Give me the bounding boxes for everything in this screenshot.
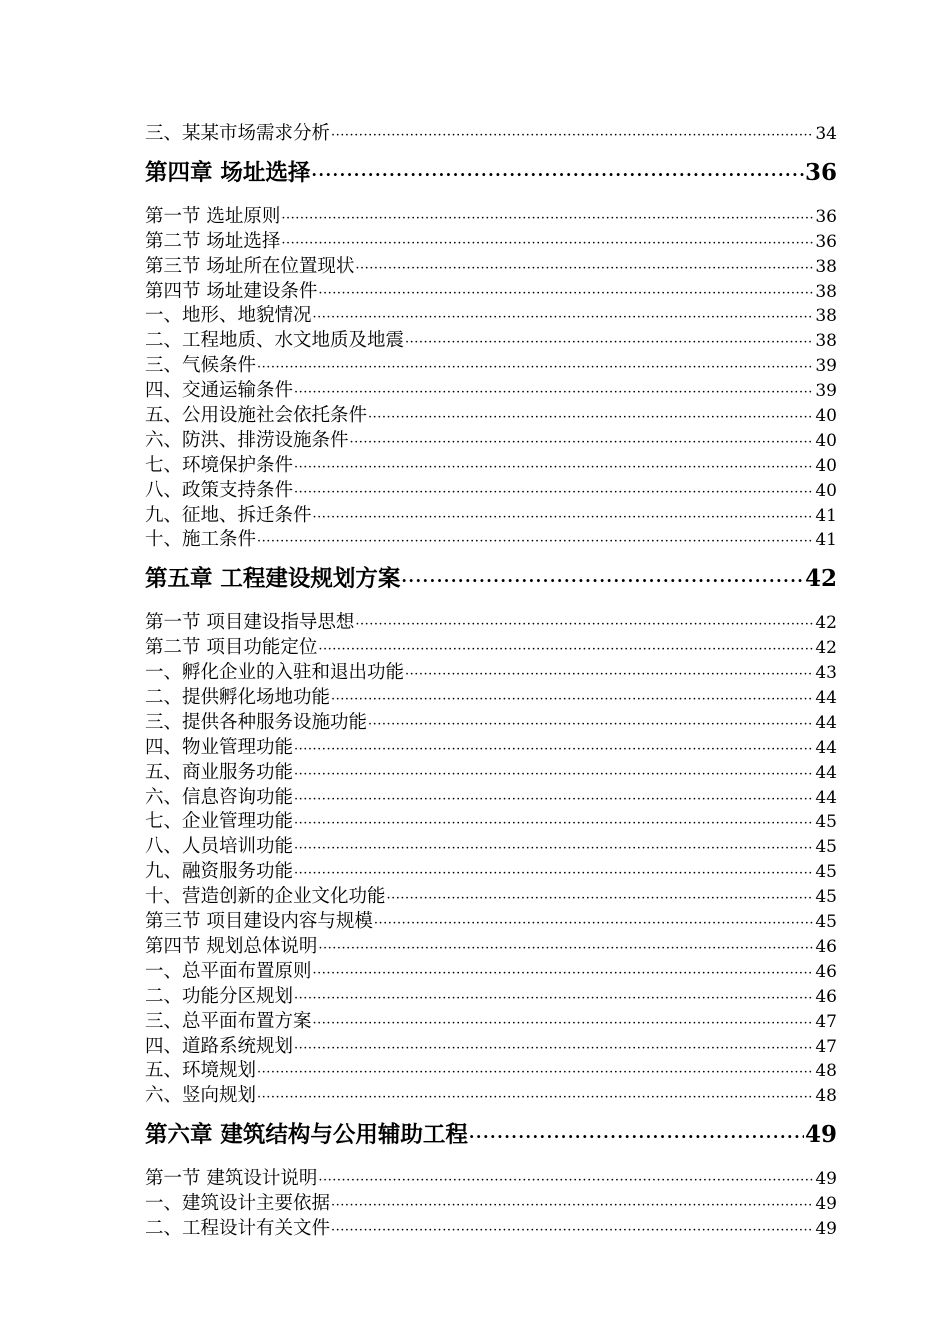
toc-entry[interactable] bbox=[145, 736, 837, 761]
toc-entry-title: 第一节 建筑设计说明 bbox=[145, 1168, 318, 1190]
toc-page-number: 42 bbox=[804, 565, 837, 593]
toc-page-number: 39 bbox=[815, 381, 837, 402]
dot-leader bbox=[331, 1219, 814, 1244]
toc-entry[interactable] bbox=[145, 205, 837, 230]
dot-leader bbox=[257, 356, 814, 381]
toc-entry-title: 第四节 场址建设条件 bbox=[145, 280, 318, 302]
toc-page-number: 43 bbox=[815, 663, 837, 684]
toc-entry-title: 六、防洪、排涝设施条件 bbox=[145, 429, 349, 451]
toc-entry-title: 十、营造创新的企业文化功能 bbox=[145, 886, 386, 908]
toc-page-number: 45 bbox=[815, 812, 837, 833]
toc-entry[interactable] bbox=[145, 835, 837, 860]
dot-leader bbox=[294, 481, 814, 506]
toc-entry[interactable] bbox=[145, 454, 837, 479]
toc-page-number: 38 bbox=[815, 306, 837, 327]
toc-entry-title: 三、提供各种服务设施功能 bbox=[145, 711, 368, 733]
toc-chapter-entry[interactable] bbox=[145, 1115, 837, 1155]
toc-page-number: 45 bbox=[815, 912, 837, 933]
toc-entry-title: 第四章 场址选择 bbox=[145, 159, 311, 186]
dot-leader bbox=[294, 812, 814, 837]
toc-page-number: 45 bbox=[815, 887, 837, 908]
toc-entry[interactable] bbox=[145, 1035, 837, 1060]
toc-entry[interactable] bbox=[145, 1167, 837, 1192]
dot-leader bbox=[294, 837, 814, 862]
toc-entry-title: 四、物业管理功能 bbox=[145, 736, 294, 758]
toc-entry-title: 第一节 选址原则 bbox=[145, 205, 281, 227]
toc-entry-title: 第五章 工程建设规划方案 bbox=[145, 566, 401, 593]
dot-leader bbox=[294, 763, 814, 788]
toc-entry-title: 一、建筑设计主要依据 bbox=[145, 1193, 331, 1215]
dot-leader bbox=[257, 1061, 814, 1086]
toc-page-number: 34 bbox=[815, 124, 837, 144]
dot-leader bbox=[318, 937, 814, 962]
toc-entry-title: 四、交通运输条件 bbox=[145, 380, 294, 402]
toc-entry-title: 九、征地、拆迁条件 bbox=[145, 504, 312, 526]
dot-leader bbox=[294, 1037, 814, 1062]
toc-entry-title: 二、功能分区规划 bbox=[145, 985, 294, 1007]
toc-page-number: 44 bbox=[815, 787, 837, 808]
toc-entry[interactable] bbox=[145, 711, 837, 736]
toc-entry[interactable] bbox=[145, 935, 837, 960]
toc-page-number: 44 bbox=[815, 737, 837, 758]
toc-entry-title: 第六章 建筑结构与公用辅助工程 bbox=[145, 1122, 468, 1149]
toc-page-number: 40 bbox=[815, 480, 837, 501]
toc-entry[interactable] bbox=[145, 960, 837, 985]
toc-page-number: 47 bbox=[815, 1036, 837, 1057]
dot-leader bbox=[469, 1117, 804, 1157]
toc-page-number: 42 bbox=[815, 613, 837, 634]
dot-leader bbox=[257, 530, 814, 555]
toc-entry-title: 五、公用设施社会依托条件 bbox=[145, 405, 368, 427]
dot-leader bbox=[401, 561, 804, 601]
toc-page-number: 44 bbox=[815, 712, 837, 733]
toc-page-number: 39 bbox=[815, 356, 837, 377]
toc-page-number: 40 bbox=[815, 430, 837, 451]
toc-entry[interactable] bbox=[145, 255, 837, 280]
toc-page-number: 36 bbox=[815, 206, 837, 227]
toc-entry[interactable] bbox=[145, 1084, 837, 1109]
dot-leader bbox=[294, 381, 814, 406]
toc-page-number: 38 bbox=[815, 331, 837, 352]
toc-entry-title: 十、施工条件 bbox=[145, 529, 257, 551]
dot-leader bbox=[368, 713, 814, 738]
toc-page-number: 46 bbox=[815, 936, 837, 957]
dot-leader bbox=[318, 638, 814, 663]
dot-leader bbox=[368, 406, 814, 431]
dot-leader bbox=[313, 962, 815, 987]
toc-entry-title: 第四节 规划总体说明 bbox=[145, 935, 318, 957]
toc-entry[interactable] bbox=[145, 1059, 837, 1084]
toc-entry-title: 六、竖向规划 bbox=[145, 1085, 257, 1107]
toc-entry-title: 三、总平面布置方案 bbox=[145, 1010, 312, 1032]
toc-entry-title: 二、工程地质、水文地质及地震 bbox=[145, 330, 405, 352]
toc-page-number: 49 bbox=[804, 1121, 837, 1149]
dot-leader bbox=[374, 912, 814, 937]
toc-entry-title: 三、某某市场需求分析 bbox=[145, 123, 331, 144]
toc-entry[interactable] bbox=[145, 479, 837, 504]
toc-page-number: 42 bbox=[815, 638, 837, 659]
toc-page-number: 49 bbox=[815, 1194, 837, 1215]
dot-leader bbox=[350, 431, 815, 456]
toc-entry-title: 四、道路系统规划 bbox=[145, 1035, 294, 1057]
toc-entry[interactable] bbox=[145, 528, 837, 553]
toc-page-number: 36 bbox=[804, 158, 837, 186]
toc-entry-title: 第三节 场址所在位置现状 bbox=[145, 255, 355, 277]
toc-entry[interactable] bbox=[145, 1217, 837, 1242]
dot-leader bbox=[294, 987, 814, 1012]
toc-entry[interactable] bbox=[145, 636, 837, 661]
toc-page-number: 40 bbox=[815, 406, 837, 427]
toc-page-number: 38 bbox=[815, 256, 837, 277]
dot-leader bbox=[405, 331, 814, 356]
toc-entry[interactable] bbox=[145, 885, 837, 910]
toc-entry-title: 三、气候条件 bbox=[145, 355, 257, 377]
dot-leader bbox=[331, 1194, 814, 1219]
toc-entry[interactable] bbox=[145, 354, 837, 379]
dot-leader bbox=[331, 124, 814, 149]
toc-entry[interactable] bbox=[145, 1192, 837, 1217]
toc-page-number: 38 bbox=[815, 281, 837, 302]
toc-page-number: 41 bbox=[815, 505, 837, 526]
toc-page-number: 49 bbox=[815, 1218, 837, 1239]
toc-page-number: 36 bbox=[815, 231, 837, 252]
toc-entry[interactable] bbox=[145, 504, 837, 529]
toc-page-number: 41 bbox=[815, 530, 837, 551]
toc-entry[interactable] bbox=[145, 686, 837, 711]
toc-page-number: 45 bbox=[815, 837, 837, 858]
toc-entry-title: 八、人员培训功能 bbox=[145, 836, 294, 858]
toc-page-number: 46 bbox=[815, 961, 837, 982]
dot-leader bbox=[294, 738, 814, 763]
toc-entry-title: 九、融资服务功能 bbox=[145, 861, 294, 883]
toc-page-number: 40 bbox=[815, 455, 837, 476]
dot-leader bbox=[281, 207, 814, 232]
dot-leader bbox=[313, 506, 815, 531]
toc-entry-title: 一、孵化企业的入驻和退出功能 bbox=[145, 662, 405, 684]
toc-entry-title: 二、提供孵化场地功能 bbox=[145, 687, 331, 709]
toc-entry-title: 第一节 项目建设指导思想 bbox=[145, 612, 355, 634]
toc-entry-title: 八、政策支持条件 bbox=[145, 479, 294, 501]
table-of-contents bbox=[145, 122, 837, 1242]
toc-page-number: 47 bbox=[815, 1011, 837, 1032]
toc-entry-title: 七、企业管理功能 bbox=[145, 811, 294, 833]
dot-leader bbox=[294, 788, 814, 813]
toc-entry[interactable] bbox=[145, 304, 837, 329]
toc-entry[interactable] bbox=[145, 122, 837, 147]
toc-page-number: 46 bbox=[815, 986, 837, 1007]
dot-leader bbox=[387, 887, 815, 912]
toc-entry[interactable] bbox=[145, 429, 837, 454]
dot-leader bbox=[405, 663, 814, 688]
toc-entry-title: 五、环境规划 bbox=[145, 1060, 257, 1082]
toc-chapter-entry[interactable] bbox=[145, 559, 837, 599]
toc-entry-title: 七、环境保护条件 bbox=[145, 454, 294, 476]
toc-entry-title: 第三节 项目建设内容与规模 bbox=[145, 911, 373, 933]
dot-leader bbox=[294, 862, 814, 887]
toc-entry-title: 六、信息咨询功能 bbox=[145, 786, 294, 808]
dot-leader bbox=[294, 456, 814, 481]
toc-entry[interactable] bbox=[145, 786, 837, 811]
toc-page-number: 45 bbox=[815, 862, 837, 883]
toc-page-number: 48 bbox=[815, 1061, 837, 1082]
dot-leader bbox=[313, 306, 815, 331]
toc-entry[interactable] bbox=[145, 860, 837, 885]
toc-entry[interactable] bbox=[145, 910, 837, 935]
toc-chapter-entry[interactable] bbox=[145, 153, 837, 193]
toc-entry[interactable] bbox=[145, 230, 837, 255]
dot-leader bbox=[318, 1169, 814, 1194]
dot-leader bbox=[313, 1012, 815, 1037]
toc-entry[interactable] bbox=[145, 280, 837, 305]
dot-leader bbox=[355, 257, 814, 282]
toc-entry[interactable] bbox=[145, 611, 837, 636]
dot-leader bbox=[281, 232, 814, 257]
toc-entry-title: 二、工程设计有关文件 bbox=[145, 1217, 331, 1239]
toc-entry[interactable] bbox=[145, 661, 837, 686]
toc-entry-title: 一、总平面布置原则 bbox=[145, 960, 312, 982]
toc-page-number: 48 bbox=[815, 1086, 837, 1107]
toc-entry-title: 第二节 项目功能定位 bbox=[145, 637, 318, 659]
toc-entry[interactable] bbox=[145, 1010, 837, 1035]
toc-entry[interactable] bbox=[145, 404, 837, 429]
dot-leader bbox=[311, 155, 804, 195]
dot-leader bbox=[318, 282, 814, 307]
toc-entry[interactable] bbox=[145, 985, 837, 1010]
toc-page-number: 49 bbox=[815, 1169, 837, 1190]
toc-page-number: 44 bbox=[815, 688, 837, 709]
dot-leader bbox=[257, 1086, 814, 1111]
toc-page-number: 44 bbox=[815, 762, 837, 783]
toc-entry[interactable] bbox=[145, 379, 837, 404]
toc-entry-title: 五、商业服务功能 bbox=[145, 761, 294, 783]
toc-entry[interactable] bbox=[145, 810, 837, 835]
dot-leader bbox=[331, 688, 814, 713]
toc-entry[interactable] bbox=[145, 329, 837, 354]
toc-entry-title: 第二节 场址选择 bbox=[145, 230, 281, 252]
dot-leader bbox=[355, 613, 814, 638]
toc-entry[interactable] bbox=[145, 761, 837, 786]
toc-entry-title: 一、地形、地貌情况 bbox=[145, 305, 312, 327]
